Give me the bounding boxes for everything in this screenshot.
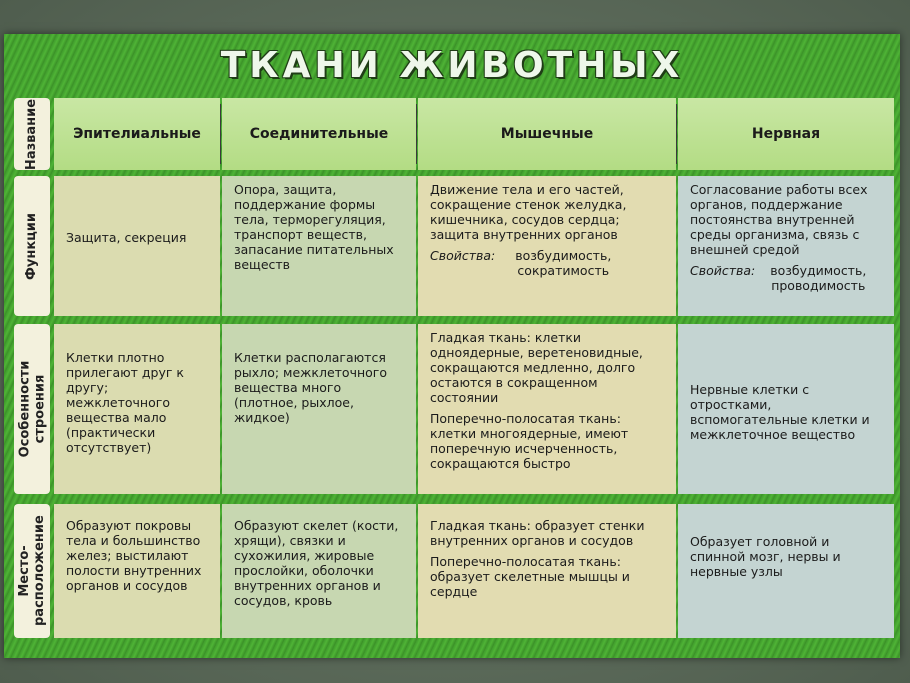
- row-label-functions: [14, 176, 50, 316]
- poster-title-bar: [4, 40, 900, 90]
- header-divider-3: [676, 104, 677, 164]
- row-label-location-text: Место-расположение: [17, 515, 47, 626]
- cell-muscle-functions: [418, 176, 676, 316]
- muscle-properties-text: возбудимость, сократимость: [515, 248, 612, 278]
- header-divider-1: [220, 104, 221, 164]
- cell-nervous-location: Образует головной и спинной мозг, нервы и нервные узлы: [678, 504, 894, 638]
- cell-epithelial-functions: Защита, секреция: [54, 176, 220, 316]
- cell-connective-location: Образуют скелет (кости, хрящи), связки и сухожилия, жировые прослойки, оболочки внутренних органов и сосудов, кровь: [222, 504, 416, 638]
- header-muscle: Мышечные: [418, 98, 676, 170]
- cell-connective-functions: Опора, защита, поддержание формы тела, терморегуляция, транспорт веществ, запасание питательных веществ: [222, 176, 416, 316]
- header-connective: Соединительные: [222, 98, 416, 170]
- row-label-structure-text: Особенности строения: [17, 360, 48, 458]
- cell-nervous-functions: [678, 176, 894, 316]
- muscle-functions-text: Движение тела и его частей, сокращение стенок желудка, кишечника, сосудов сердца; защита внутренних органов: [430, 182, 627, 242]
- cell-nervous-structure: Нервные клетки с отростками, вспомогательные клетки и межклеточное вещество: [678, 324, 894, 494]
- muscle-location-striated: Поперечно-полосатая ткань: образует скелетные мышцы и сердце: [430, 554, 630, 599]
- muscle-location-smooth: Гладкая ткань: образует стенки внутренних органов и сосудов: [430, 518, 645, 548]
- row-label-structure: [14, 324, 50, 494]
- cell-connective-structure: Клетки располагаются рыхло; межклеточного вещества много (плотное, рыхлое, жидкое): [222, 324, 416, 494]
- row-label-name-text: Название: [24, 98, 40, 170]
- muscle-properties-label: Свойства:: [430, 248, 496, 263]
- nervous-properties: [690, 263, 882, 293]
- cell-epithelial-location: Образуют покровы тела и большинство желез; выстилают полости внутренних органов и сосудов: [54, 504, 220, 638]
- muscle-structure-striated: Поперечно-полосатая ткань: клетки многоядерные, имеют поперечную исчерченность, сокращаются быстро: [430, 411, 629, 471]
- row-label-functions-text: Функции: [24, 212, 40, 280]
- row-label-location: [14, 504, 50, 638]
- row-label-name: [14, 98, 50, 170]
- header-divider-2: [416, 104, 417, 164]
- muscle-structure-smooth: Гладкая ткань: клетки одноядерные, веретеновидные, сокращаются медленно, долго остаются в сокращенном состоянии: [430, 330, 643, 405]
- cell-muscle-location: [418, 504, 676, 638]
- header-nervous: Нервная: [678, 98, 894, 170]
- cell-muscle-structure: [418, 324, 676, 494]
- nervous-properties-text: возбудимость, проводимость: [770, 263, 867, 293]
- nervous-functions-text: Согласование работы всех органов, поддержание постоянства внутренней среды организма, связь с внешней средой: [690, 182, 868, 257]
- nervous-properties-label: Свойства:: [690, 263, 756, 278]
- muscle-properties: [430, 248, 664, 278]
- poster-title: ТКАНИ ЖИВОТНЫХ: [220, 44, 684, 86]
- cell-epithelial-structure: Клетки плотно прилегают друг к другу; межклеточного вещества мало (практически отсутствует): [54, 324, 220, 494]
- header-epithelial: Эпителиальные: [54, 98, 220, 170]
